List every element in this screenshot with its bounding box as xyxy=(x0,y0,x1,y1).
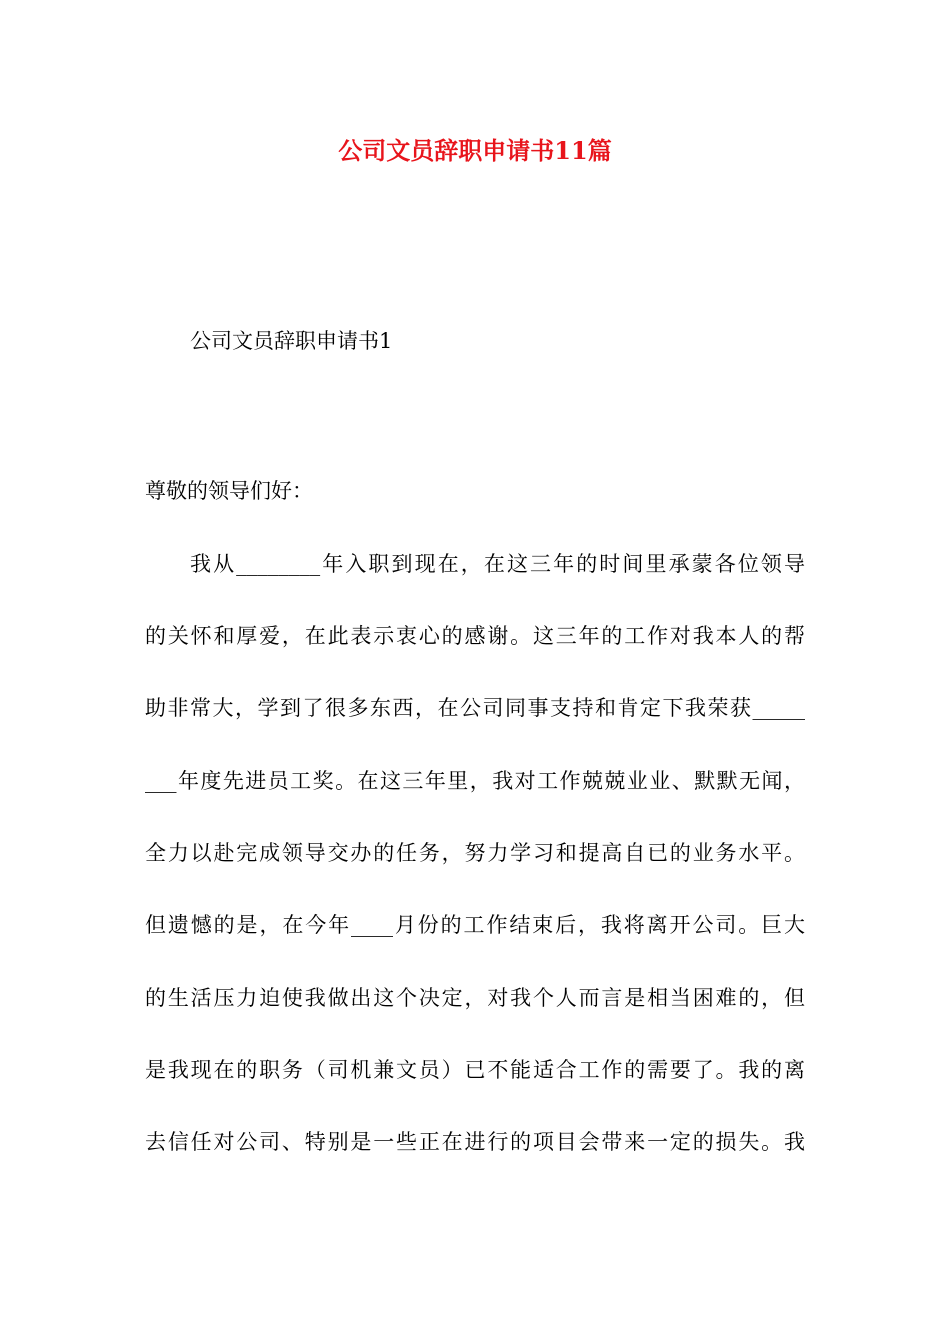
body-line: 但遗憾的是，在今年____月份的工作结束后，我将离开公司。巨大 xyxy=(145,913,805,937)
section-heading: 公司文员辞职申请书1 xyxy=(190,329,393,353)
body-line: 是我现在的职务（司机兼文员）已不能适合工作的需要了。我的离 xyxy=(145,1058,805,1082)
body-line: 助非常大，学到了很多东西，在公司同事支持和肯定下我荣获_____ xyxy=(145,696,805,720)
document-title: 公司文员辞职申请书11篇 xyxy=(338,136,612,165)
body-line: 全力以赴完成领导交办的任务，努力学习和提高自已的业务水平。 xyxy=(145,841,805,865)
salutation: 尊敬的领导们好： xyxy=(145,479,313,503)
body-line: ___年度先进员工奖。在这三年里，我对工作兢兢业业、默默无闻， xyxy=(145,769,805,793)
body-line: 的生活压力迫使我做出这个决定，对我个人而言是相当困难的，但 xyxy=(145,986,805,1010)
body-line: 去信任对公司、特别是一些正在进行的项目会带来一定的损失。我 xyxy=(145,1130,805,1154)
body-line: 的关怀和厚爱，在此表示衷心的感谢。这三年的工作对我本人的帮 xyxy=(145,624,805,648)
body-line: 我从________年入职到现在，在这三年的时间里承蒙各位领导 xyxy=(190,552,805,576)
